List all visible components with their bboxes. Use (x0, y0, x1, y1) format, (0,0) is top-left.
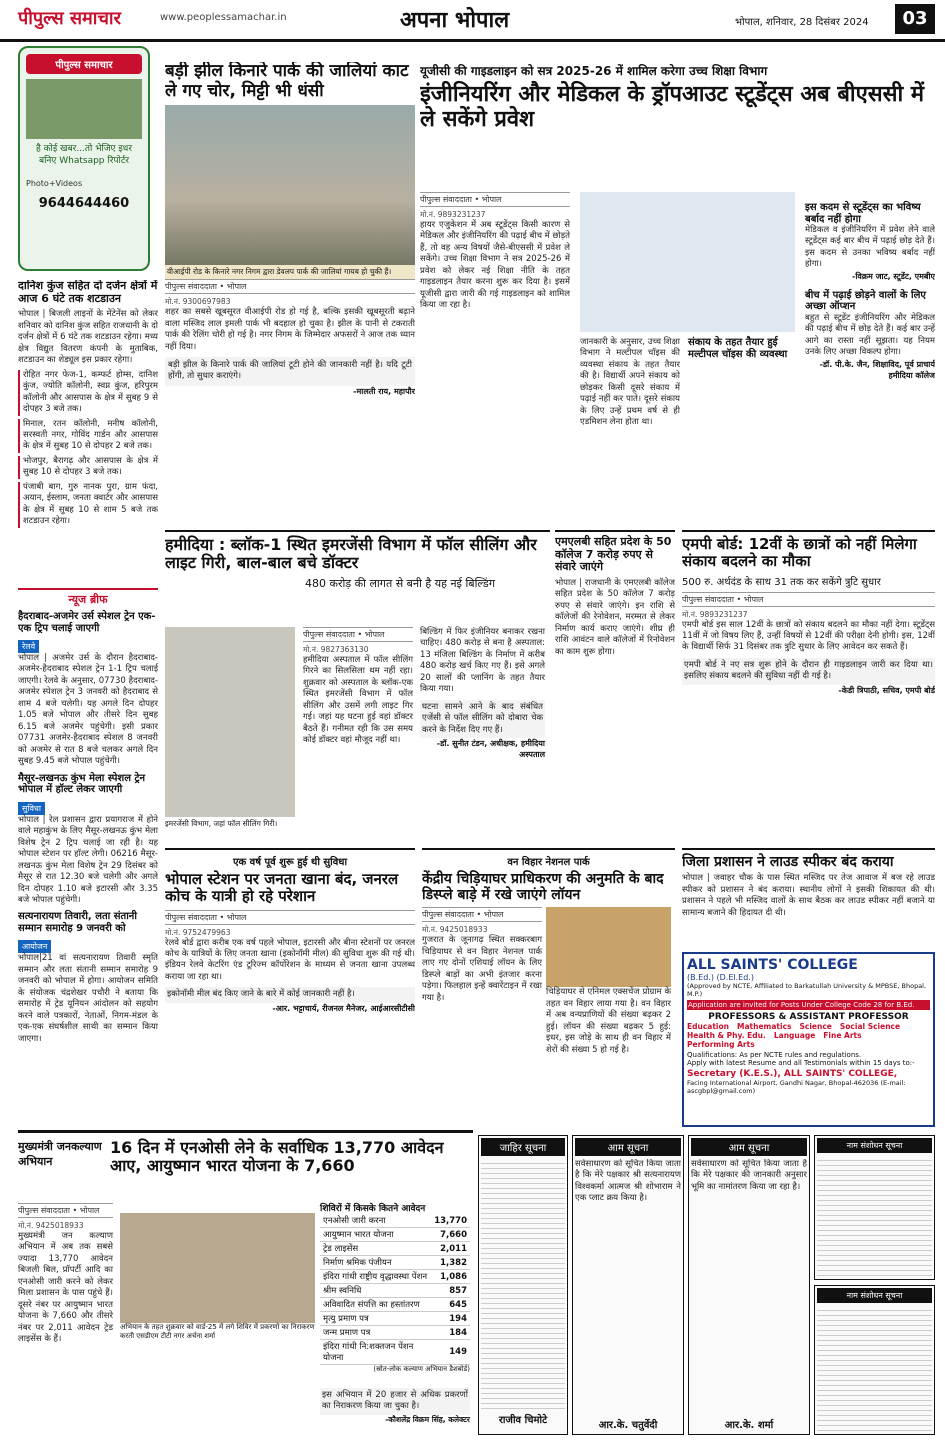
shutdown-text: भोपाल | बिजली लाइनों के मेंटेनेंस को लेकर शनिवार को दानिश कुंज सहित राजधानी के दो दर्जन क्षेत्रों में 6 घंटे तक शटडाउन रहेगा। मध्य क्षेत्र विद्युत वितरण कंपनी के मुताबिक, शटडाउन का शेड्यूल इस प्रकार रहेगा। (18, 309, 158, 366)
ugc-side-author: -विक्रम जाट, स्टूडेंट, एमबीए (852, 271, 935, 281)
lion-sub-text: चिड़ियाघर से एनिमल एक्सचेंज प्रोग्राम के तहत वन विहार लाया गया है। वन विहार में अब वन्यप्राणियों की संख्या बढ़कर 2 हुई। लॉयन की संख्या बढ़कर 5 हुई: इधर, इस जोड़े के साथ ही वन विहार में शेरों की संख्या 5 हो गई है। (546, 987, 671, 1055)
application-count: 1,086 (431, 1270, 470, 1284)
shutdown-item: मिनाल, रतन कॉलोनी, मनीष कॉलोनी, सरस्वती नगर, गोविंद गार्डन और आसपास के क्षेत्र में सुबह 10 से दोपहर 2 बजे तक। (18, 419, 158, 453)
application-type: जन्म प्रमाण पत्र (320, 1326, 431, 1340)
table-row (320, 1312, 470, 1326)
ad-subject: Performing Arts (687, 1040, 755, 1049)
application-type: इंदिरा गांधी राष्ट्रीय वृद्धावस्था पेंशन (320, 1270, 431, 1284)
table-row (320, 1242, 470, 1256)
lion-article (422, 848, 675, 1123)
application-type: मृत्यु प्रमाण पत्र (320, 1312, 431, 1326)
lake-byline: पीपुल्स संवाददाता • भोपाल (165, 279, 415, 294)
cm-label: मुख्यमंत्री जनकल्याण अभियान (18, 1140, 102, 1168)
ugc-side-headline: इस कदम से स्टूडेंट्स का भविष्य बर्बाद नहीं होगा (805, 202, 921, 225)
mlb-headline: एमएलबी सहित प्रदेश के 50 कॉलेज 7 करोड़ रुपए से संवारे जाएंगे (555, 535, 672, 574)
ad-banner: Application are invited for Posts Under College Code 28 for B.Ed. (687, 1000, 930, 1010)
hamidia-quote-author: -डॉ. सुनीत टंडन, अधीक्षक, हमीदिया अस्पताल (436, 739, 545, 760)
table-row (320, 1298, 470, 1312)
application-count: 2,011 (431, 1242, 470, 1256)
application-count: 194 (431, 1312, 470, 1326)
brief-headline: सत्यनारायण तिवारी, लता संतानी सम्मान समारोह 9 जनवरी को (18, 911, 137, 934)
ugc-byline: पीपुल्स संवाददाता • भोपाल (420, 192, 570, 207)
table-row (320, 1270, 470, 1284)
brief-text: भोपाल | अजमेर उर्स के दौरान हैदराबाद-अजमेर-हैदराबाद स्पेशल ट्रेन 1-1 ट्रिप चलाई जाएगी। रेलवे के अनुसार, 07730 हैदराबाद-अजमेर स्पेशल ट्रेन 3 जनवरी को हैदराबाद से शाम 4 बजे चलेगी। यह अगले दिन दोपहर 1.05 बजे भोपाल और तीसरे दिन सुबह 6.15 बजे अजमेर पहुंचेगी। इसी प्रकार 07731 अजमेर-हैदराबाद स्पेशल 8 जनवरी को अजमेर से रात 8 बजे चलकर अगले दिन सुबह 9.45 बजे भोपाल पहुंचेगी। (18, 653, 158, 767)
hamidia-sub: 480 करोड़ की लागत से बनी है यह नई बिल्डिंग (305, 576, 496, 590)
application-count: 7,660 (431, 1228, 470, 1242)
promo-photo (26, 79, 142, 139)
ad-secretary: Secretary (K.E.S.), ALL SAINTS' COLLEGE, (687, 1069, 898, 1079)
college-ad (682, 952, 935, 1127)
mlb-article (555, 530, 675, 840)
cm-text: मुख्यमंत्री जन कल्याण अभियान में अब तक सबसे ज्यादा 13,770 आवेदन बिजली बिल, प्रॉपर्टी आदि का एनओसी जारी करने को लेकर मिला प्रशासन के पास पहुंचे हैं। दूसरे नंबर पर आयुष्मान भारत योजना के 7,660 और तीसरे नंबर पर 2,011 आवेदन ट्रेड लाइसेंस के हैं। (18, 1231, 113, 1345)
notice-3-title: आम सूचना (691, 1138, 807, 1156)
cartoon-illustration (580, 192, 795, 332)
ad-address: Facing International Airport, Gandhi Nagar, Bhopal-462036 (E-mail: ascgbpl@gmail.com) (687, 1079, 906, 1095)
application-type: ट्रेड लाइसेंस (320, 1242, 431, 1256)
hamidia-photo (165, 627, 295, 817)
lion-byline: पीपुल्स संवाददाता • भोपाल (422, 907, 542, 922)
lake-headline: बड़ी झील किनारे पार्क की जालियां काट ले गए चोर, मिट्टी भी धंसी (165, 62, 409, 101)
application-type: श्रीम स्वनिधि (320, 1284, 431, 1298)
ad-post-title: PROFESSORS & ASSISTANT PROFESSOR (708, 1012, 909, 1022)
lake-text: शहर का सबसे खूबसूरत वीआईपी रोड हो गई है, बल्कि इसकी खूबसूरती बढ़ाने वाला मस्जिद लाल इमली पार्क भी बदहाल हो चुका है। झील के पानी से टकराती पार्क की रेलिंग चोरी हो गई है। नगर निगम के जिम्मेदार अफसरों ने आज तक ध्यान नहीं दिया। (165, 307, 415, 352)
notice-1 (478, 1135, 568, 1435)
notice-5-title: नाम संशोधन सूचना (817, 1288, 932, 1303)
brief-tag: सुविधा (18, 802, 45, 815)
table-row (320, 1228, 470, 1242)
hamidia-text: हमीदिया अस्पताल में फॉल सीलिंग गिरने का सिलसिला थम नहीं रहा। शुक्रवार को अस्पताल के ब्लॉक-एक स्थित इमरजेंसी विभाग में फॉल सीलिंग और उसमें लगी लाइट गिर गई। जहां यह घटना हुई वहां डॉक्टर बैठते हैं। गनीमत रही कि उस समय कोई डॉक्टर वहां मौजूद नहीं था। (303, 655, 413, 746)
ugc-text: हायर एजुकेशन में अब स्टूडेंट्स किसी कारण से मेडिकल और इंजीनियरिंग की पढ़ाई बीच में छोड़ते हैं, तो वह अन्य विषयों जैसे-बीएससी में प्रवेश ले सकेंगे। उच्च शिक्षा विभाग ने सत्र 2025-26 में प्रवेश को लेकर नई शिक्षा नीति के तहत गाइडलाइन तैयार करना शुरू कर दिया है। इसमें यूजीसी द्वारा जारी की गई गाइडलाइन को शामिल किया जा रहा है। (420, 220, 571, 311)
mp-board-text: एमपी बोर्ड इस साल 12वीं के छात्रों को संकाय बदलने का मौका नहीं देगा। स्टूडेंट्स 11वीं में जो विषय लिए हैं, उन्हीं विषयों से 12वीं की परीक्षा देनी होगी। इस, 12वीं के विद्यार्थी सिर्फ 31 दिसंबर तक त्रुटि सुधार के लिए आवेदन कर सकते हैं। (682, 619, 935, 653)
hamidia-mobile: मो.नं. 9827363130 (303, 645, 369, 654)
promo-photo-label: Photo+Videos (26, 179, 83, 189)
notice-4-title: नाम संशोधन सूचना (817, 1138, 932, 1153)
cm-photo (120, 1213, 315, 1323)
station-quote: इकोनॉमी मील बंद किए जाने के बारे में कोई जानकारी नहीं है। (165, 987, 415, 1002)
cm-table-title: शिविरों में किसके कितने आवेदन (320, 1204, 426, 1214)
issue-date: भोपाल, शनिवार, 28 दिसंबर 2024 (735, 17, 869, 28)
mp-board-sub: 500 रु. अर्थदंड के साथ 31 तक कर सकेंगे त्रुटि सुधार (682, 576, 881, 588)
application-count: 149 (431, 1340, 470, 1365)
application-type: एनओसी जारी करना (320, 1214, 431, 1228)
ad-subject: Mathematics (737, 1022, 792, 1031)
lion-kicker: वन विहार नेशनल पार्क (507, 857, 590, 868)
cm-table-source: (स्रोत-लोक कल्याण अभियान डैशबोर्ड) (373, 1365, 470, 1373)
application-count: 857 (431, 1284, 470, 1298)
ad-subject: Science (799, 1022, 832, 1031)
lake-mobile: मो.नं. 9300697983 (165, 297, 231, 307)
mp-board-byline: पीपुल्स संवाददाता • भोपाल (682, 592, 935, 607)
table-row (320, 1326, 470, 1340)
mp-board-headline: एमपी बोर्ड: 12वीं के छात्रों को नहीं मिलेगा संकाय बदलने का मौका (682, 535, 917, 571)
ad-subject: Language (773, 1031, 816, 1040)
section-title: अपना भोपाल (400, 8, 510, 33)
mp-board-quote: एमपी बोर्ड ने नए सत्र शुरू होने के दौरान ही गाइडलाइन जारी कर दिया था। इसलिए संकाय बदलने की सुविधा नहीं दी गई है। (682, 658, 935, 685)
hamidia-text-2: बिल्डिंग में फिर इंजीनियर बनाकर रखना चाहिए। 480 करोड़ से बना है अस्पताल: 13 मंजिला बिल्डिंग के निर्माण में करीब 480 करोड़ खर्च किए गए हैं। इसे अगले 20 सालों की प्लानिंग के तहत तैयार किया गया। (420, 627, 545, 695)
application-count: 184 (431, 1326, 470, 1340)
page-number: 03 (895, 4, 935, 34)
notice-3-footer: आर.के. शर्मा (724, 1420, 774, 1431)
notice-3 (688, 1135, 810, 1435)
notice-1-title: जाहिर सूचना (481, 1138, 565, 1156)
ad-title: ALL SAINTS' COLLEGE (687, 957, 858, 973)
application-count: 13,770 (431, 1214, 470, 1228)
application-count: 645 (431, 1298, 470, 1312)
cm-headline: 16 दिन में एनओसी लेने के सर्वाधिक 13,770 आवेदन आए, आयुष्मान भारत योजना के 7,660 (110, 1138, 444, 1176)
lake-quote: बड़ी झील के किनारे पार्क की जालियां टूटी होने की जानकारी नहीं है। यदि टूटी होंगी, तो सुधार कराएंगे। (165, 357, 415, 386)
whatsapp-promo (18, 46, 150, 271)
notice-5-body (817, 1306, 932, 1431)
station-kicker: एक वर्ष पूर्व शुरू हुई थी सुविधा (232, 857, 348, 868)
shutdown-item: भोजपुर, बैरागढ़ और आसपास के क्षेत्र में सुबह 10 से दोपहर 3 बजे तक। (18, 456, 158, 479)
lake-quote-author: -मालती राय, महापौर (353, 386, 415, 396)
shutdown-item: रोहित नगर फेज-1, कम्फर्ट होम्स, दानिश कुंज, ज्योति कॉलोनी, स्वप्न कुंज, हरिपुरम कॉलोनी और आसपास के क्षेत्र में सुबह 9 से दोपहर 3 बजे तक। (18, 370, 158, 416)
ad-apply: Apply with latest Resume and all Testimonials within 15 days to:- (687, 1059, 915, 1067)
ad-subject: Social Science (839, 1022, 901, 1031)
station-byline: पीपुल्स संवाददाता • भोपाल (165, 910, 415, 925)
brief-tag: रेलवे (18, 640, 39, 653)
application-count: 1,382 (431, 1256, 470, 1270)
masthead-site: www.peoplessamachar.in (160, 12, 287, 23)
shutdown-item: पंजाबी बाग, गुरु नानक पुरा, ग्राम फंदा, अयान, ईस्लाम, जनता क्वार्टर और आसपास के क्षेत्र में सुबह 10 से शाम 5 बजे तक शटडाउन रहेगा। (18, 482, 158, 528)
brief-text: भोपाल | रेल प्रशासन द्वारा प्रयागराज में होने वाले महाकुंभ के लिए मैसूर-लखनऊ कुंभ मेला विशेष ट्रेन 2 ट्रिप चलाई जा रही है। यह भोपाल स्टेशन पर हॉल्ट लेगी। 06216 मैसूर-लखनऊ कुंभ मेला विशेष ट्रेन 29 दिसंबर को मैसूर से रात 12.30 बजे चलेगी और अगले दिन दोपहर 1.10 बजे इटारसी और 3.35 बजे भोपाल पहुंचेगी। (18, 814, 158, 905)
ugc-kicker: यूजीसी की गाइडलाइन को सत्र 2025-26 में शामिल करेगा उच्च शिक्षा विभाग (420, 64, 768, 78)
brief-tag: आयोजन (18, 940, 51, 953)
cm-caption: अभियान के तहत शुक्रवार को वार्ड-25 में लगे शिविर में प्रकरणों का निराकरण करती एसडीएम टीटी नगर अर्चना शर्मा (120, 1323, 315, 1340)
lion-mobile: मो.नं. 9425018933 (422, 925, 488, 935)
notice-3-text: सर्वसाधारण को सूचित किया जाता है कि मेरे पक्षकार की जानकारी अनुसार भूमि का नामांतरण किया जा रहा है। (691, 1159, 807, 1192)
ugc-sub-text: जानकारी के अनुसार, उच्च शिक्षा विभाग ने मल्टीपल चॉइस की व्यवस्था संकाय के तहत तैयार की है। विद्यार्थी अपने संकाय को छोड़कर किसी दूसरे संकाय में पढ़ाई नहीं कर पाते। दूसरे संकाय के लिए उन्हें प्रथम वर्ष से ही एडमिशन लेना होता था। (580, 337, 680, 428)
hamidia-quote: घटना सामने आने के बाद संबंधित एजेंसी से फॉल सीलिंग को दोबारा चेक करने के निर्देश दिए गए हैं। (420, 700, 545, 738)
loudspeaker-article (682, 848, 935, 948)
news-brief (18, 588, 158, 1108)
notice-2-text: सर्वसाधारण को सूचित किया जाता है कि मेरे पक्षकार श्री सत्यनारायण विश्वकर्मा आत्मज श्री शोभाराम ने एक प्लाट क्रय किया है। (575, 1159, 681, 1204)
shutdown-article (18, 280, 158, 585)
table-row (320, 1214, 470, 1228)
notice-1-body (481, 1159, 565, 1409)
lion-headline: केंद्रीय चिड़ियाघर प्राधिकरण की अनुमति के बाद डिस्प्ले बाड़े में रखे जाएंगे लॉयन (422, 871, 664, 904)
masthead (0, 0, 945, 42)
notice-4 (814, 1135, 935, 1280)
notice-2-title: आम सूचना (575, 1138, 681, 1156)
hamidia-caption: इमरजेंसी विभाग, जहां फॉल सीलिंग गिरी। (165, 819, 278, 828)
lion-photo (546, 907, 671, 987)
masthead-logo: पीपुल्स समाचार (18, 8, 121, 29)
cm-mobile: मो.नं. 9425018933 (18, 1221, 84, 1230)
ad-qualification: Qualifications: As per NCTE rules and regulations. (687, 1051, 862, 1059)
ugc-side-text: मेडिकल व इंजीनियरिंग में प्रवेश लेने वाले स्टूडेंट्स कई बार बीच में पढ़ाई छोड़ देते हैं। इस कदम से उनका भविष्य बर्बाद नहीं होगा। (805, 225, 935, 270)
ad-subject: Education (687, 1022, 729, 1031)
ugc-option-headline: बीच में पढ़ाई छोड़ने वालों के लिए अच्छा ऑप्शन (805, 289, 926, 313)
loudspeaker-headline: जिला प्रशासन ने लाउड स्पीकर बंद कराया (682, 854, 894, 870)
hamidia-byline: पीपुल्स संवाददाता • भोपाल (303, 627, 413, 642)
hamidia-article (165, 530, 550, 840)
notice-5 (814, 1285, 935, 1435)
lake-photo (165, 105, 415, 265)
cm-byline: पीपुल्स संवाददाता • भोपाल (18, 1203, 113, 1218)
ad-course: (B.Ed.) (D.El.Ed.) (687, 973, 754, 982)
notice-1-footer: राजीव चिमोटे (498, 1415, 548, 1426)
station-text: रेलवे बोर्ड द्वारा करीब एक वर्ष पहले भोपाल, इटारसी और बीना स्टेशनों पर जनरल कोच के यात्रियों के लिए जनता खाना (इकोनॉमी मील) की सुविधा शुरू की गई थी। इंडियन रेलवे केटरिंग एंड टूरिज्म कॉर्पोरेशन के माध्यम से जनता खाना उपलब्ध कराया जा रहा था। (165, 937, 415, 982)
lake-caption: वीआईपी रोड के किनारे नगर निगम द्वारा डेवलप पार्क की जालियां गायब हो चुकी हैं। (165, 265, 415, 279)
loudspeaker-text: भोपाल | जवाहर चौक के पास स्थित मस्जिद पर तेज आवाज में बज रहे लाउड स्पीकर को प्रशासन ने बंद कराया। स्थानीय लोगों ने इसकी शिकायत की थी। प्रशासन ने पहले भी मस्जिद वालों के साथ बैठक कर लाउड स्पीकर नहीं बजाने या सामान्य बजाने की हिदायत दी थी। (682, 873, 935, 918)
brief-headline: हैदराबाद-अजमेर उर्स स्पेशल ट्रेन एक-एक ट्रिप चलाई जाएगी (18, 611, 156, 634)
ugc-headline: इंजीनियरिंग और मेडिकल के ड्रॉपआउट स्टूडेंट्स अब बीएससी में ले सकेंगे प्रवेश (420, 82, 925, 133)
hamidia-headline: हमीदिया : ब्लॉक-1 स्थित इमरजेंसी विभाग में फॉल सीलिंग और लाइट गिरी, बाल-बाल बचे डॉक्टर (165, 535, 537, 573)
mp-board-article (682, 530, 935, 840)
cm-quote: इस अभियान में 20 हजार से अधिक प्रकरणों का निराकरण किया जा चुका है। (320, 1388, 470, 1415)
applications-table (320, 1214, 470, 1365)
news-brief-label: न्यूज ब्रीफ (18, 588, 158, 607)
station-article (165, 848, 415, 1123)
station-mobile: मो.नं. 9752479963 (165, 927, 231, 937)
brief-headline: मैसूर-लखनऊ कुंभ मेला स्पेशल ट्रेन भोपाल में हॉल्ट लेकर जाएगी (18, 772, 146, 796)
lion-text: गुजरात के जूनागढ़ स्थित सक्करबाग चिड़ियाघर से वन विहार नेशनल पार्क लाए गए दोनों एशियाई लॉयन के लिए डिस्प्ले बाड़ों का अभी इंतजार करना पड़ेगा। फिलहाल इन्हें क्वारेंटाइन में रखा गया है। (422, 935, 542, 1003)
station-headline: भोपाल स्टेशन पर जनता खाना बंद, जनरल कोच के यात्री हो रहे परेशान (165, 870, 399, 906)
ugc-article (420, 62, 935, 524)
notice-2-footer: आर.के. चतुर्वेदी (598, 1420, 658, 1431)
ad-subject: Health & Phy. Edu. (687, 1031, 766, 1040)
ugc-option-author: -डॉ. पी.के. जैन, शिक्षाविद, पूर्व प्राचार्य हमीदिया कॉलेज (819, 359, 935, 380)
ugc-sub-headline: संकाय के तहत तैयार हुई मल्टीपल चॉइस की व्यवस्था (688, 337, 788, 360)
application-type: निर्माण श्रमिक पंजीयन (320, 1256, 431, 1270)
lake-article (165, 62, 415, 524)
table-row (320, 1340, 470, 1365)
promo-brand: पीपुल्स समाचार (26, 54, 142, 74)
promo-number: 9644644460 (38, 196, 130, 212)
ad-approval: (Approved by NCTE, Affiliated to Barkatullah University & MPBSE, Bhopal, M.P.) (687, 982, 927, 998)
mlb-text: भोपाल | राजधानी के एमएलबी कॉलेज सहित प्रदेश के 50 कॉलेज 7 करोड़ रुपए से संवारे जाएंगे। इन राशि से कॉलेजों की रेनोवेशन, मरम्मत से लेकर निर्माण कार्य कराए जाएंगे। शीघ्र ही राशि आवंटन वाले कॉलेजों में रिनोवेशन का काम शुरू होगा। (555, 577, 675, 657)
application-type: अविवादित संपत्ति का हस्तांतरण (320, 1298, 431, 1312)
mp-board-mobile: मो.नं. 9893231237 (682, 609, 748, 619)
ugc-option-text: बहुत से स्टूडेंट इंजीनियरिंग और मेडिकल की पढ़ाई बीच में छोड़ देते हैं। कई बार उन्हें आगे का रास्ता नहीं सूझता। यह नियम उनके लिए अच्छा विकल्प होगा। (805, 312, 935, 358)
brief-text: भोपाल|21 वां सत्यनारायण तिवारी स्मृति सम्मान और लता संतानी सम्मान समारोह 9 जनवरी को भोपाल में होगा। आयोजन समिति के संयोजक चंद्रशेखर पचौरी ने बताया कि समारोह में ट्रेड यूनियन आंदोलन को सहयोग करने वाले पत्रकारों, नेताओं, निगम-मंडल के एक-एक संघर्षशील साथी का सम्मान किया जाएगा। (18, 953, 158, 1044)
station-quote-author: -आर. भट्टाचार्य, रीजनल मैनेजर, आईआरसीटीसी (272, 1003, 415, 1013)
table-row (320, 1284, 470, 1298)
table-row (320, 1256, 470, 1270)
application-type: इंदिरा गांधी नि:शक्तजन पेंशन योजना (320, 1340, 431, 1365)
cm-quote-author: -कौशलेंद्र विक्रम सिंह, कलेक्टर (385, 1414, 470, 1424)
application-type: आयुष्मान भारत योजना (320, 1228, 431, 1242)
ugc-mobile: मो.नं. 9893231237 (420, 210, 486, 219)
notice-4-body (817, 1156, 932, 1276)
promo-tagline: है कोई खबर...तो भेजिए इधर बनिए Whatsapp रिपोर्टर (35, 144, 133, 166)
ad-subject: Fine Arts (823, 1031, 862, 1040)
shutdown-headline: दानिश कुंज सहित दो दर्जन क्षेत्रों में आज 6 घंटे तक शटडाउन (18, 280, 158, 305)
notice-2 (572, 1135, 684, 1435)
cm-article (18, 1130, 473, 1435)
mp-board-quote-author: -केडी त्रिपाठी, सचिव, एमपी बोर्ड (838, 685, 935, 695)
